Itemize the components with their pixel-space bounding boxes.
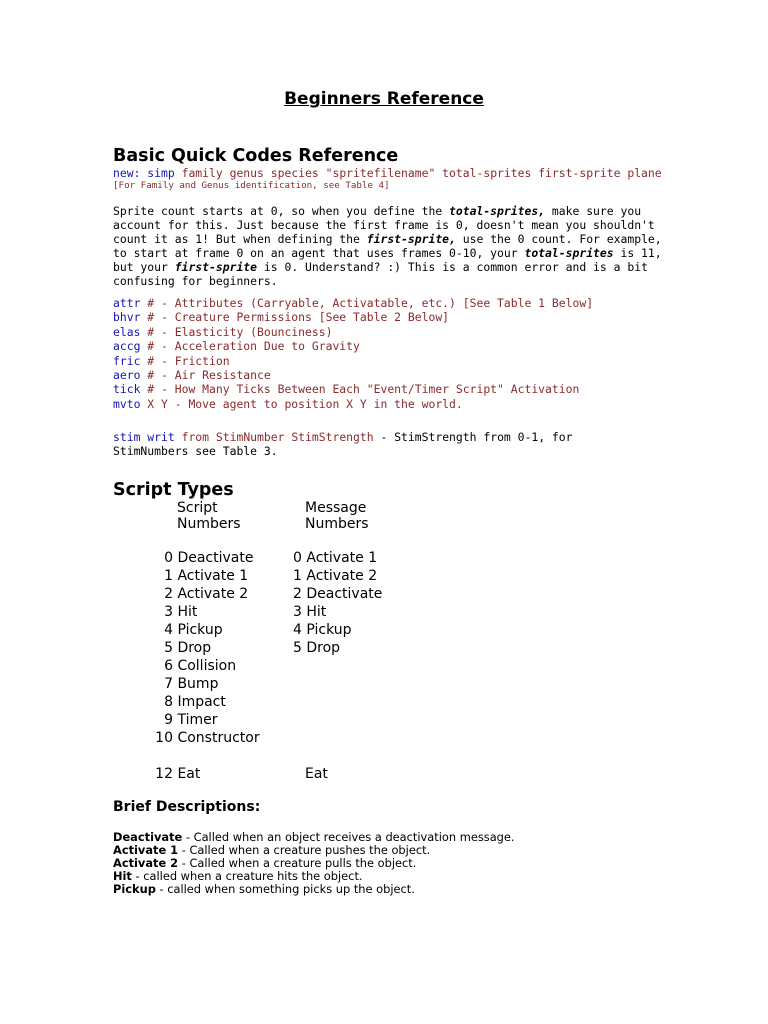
stim-desc-2: StimNumbers see Table 3. [113, 444, 278, 458]
script-number: 6 [164, 658, 173, 674]
term-total-sprites: total-sprites, [449, 204, 546, 218]
list-item [155, 549, 260, 567]
message-name: Hit [306, 604, 327, 620]
command-code: fric [113, 353, 141, 368]
script-number: 5 [164, 640, 173, 656]
command-row [113, 368, 593, 382]
list-item [155, 603, 260, 621]
message-number: 1 [293, 568, 302, 584]
paragraph-text: is 0. Understand? :) This is a common error and is a bit confusing for beginners. [113, 260, 648, 288]
paragraph-text: use the 0 count. For example, to start at frame 0 on an agent that uses frames 0-10, your [113, 232, 662, 260]
list-item [293, 567, 382, 585]
script-number: 4 [164, 622, 173, 638]
paragraph-text: is 11, but your [113, 246, 662, 274]
command-row [113, 354, 593, 368]
command-row [113, 382, 593, 396]
brief-descriptions-heading: Brief Descriptions: [113, 799, 261, 815]
script-number: 0 [164, 550, 173, 566]
command-row [113, 325, 593, 339]
command-code: accg [113, 339, 141, 354]
command-desc: # - Air Resistance [140, 367, 271, 382]
section-heading-script-types: Script Types [113, 480, 234, 500]
script-number: 7 [164, 676, 173, 692]
list-item [155, 567, 260, 585]
stim-keyword: stim writ [113, 430, 175, 444]
description-term: Activate 1 [113, 843, 179, 857]
script-number: 8 [164, 694, 173, 710]
list-item [155, 729, 260, 747]
message-name: Activate 2 [306, 568, 378, 584]
command-row [113, 296, 593, 310]
description-text: - Called when an object receives a deactivation message. [182, 830, 515, 844]
term-first-sprite: first-sprite [174, 260, 258, 274]
command-code: attr [113, 296, 141, 310]
list-item [155, 693, 260, 711]
list-item [155, 675, 260, 693]
description-item [113, 883, 515, 896]
script-number: 1 [164, 568, 173, 584]
list-item [293, 639, 382, 657]
script-numbers-list [155, 549, 260, 783]
list-item [155, 711, 260, 729]
syntax-keyword: new: simp [113, 166, 175, 180]
command-desc: # - How Many Ticks Between Each "Event/Timer Script" Activation [140, 382, 580, 397]
script-number: 12 [155, 766, 173, 782]
script-number: 10 [155, 730, 173, 746]
message-number: 2 [293, 586, 302, 602]
column-header-line: Script [177, 500, 218, 516]
command-list [113, 296, 593, 411]
list-item [293, 585, 382, 603]
stim-desc: - StimStrength from 0-1, for [373, 430, 573, 444]
brief-descriptions-list [113, 831, 515, 896]
command-desc: # - Creature Permissions [See Table 2 Below] [140, 310, 450, 325]
description-text: - called when a creature hits the object. [131, 869, 363, 883]
message-number: 0 [293, 550, 302, 566]
script-name: Pickup [177, 622, 223, 638]
spacer [155, 747, 260, 765]
term-total-sprites: total-sprites [524, 246, 614, 260]
list-item [155, 765, 260, 783]
syntax-args: family genus species "spritefilename" total-sprites first-sprite plane [174, 166, 662, 180]
message-number: 3 [293, 604, 302, 620]
description-term: Deactivate [113, 830, 183, 844]
list-item [155, 585, 260, 603]
syntax-note: [For Family and Genus identification, see Table 4] [113, 180, 390, 191]
message-name: Pickup [306, 622, 352, 638]
command-desc: # - Acceleration Due to Gravity [140, 339, 360, 354]
term-first-sprite: first-sprite, [366, 232, 456, 246]
script-name: Bump [177, 676, 219, 692]
message-name: Deactivate [306, 586, 383, 602]
script-name: Collision [177, 658, 237, 674]
message-eat: Eat [305, 766, 328, 782]
description-text: - Called when a creature pushes the object. [178, 843, 431, 857]
paragraph-text: Sprite count starts at 0, so when you define the [113, 204, 450, 218]
sprite-count-paragraph [113, 204, 673, 288]
script-number: 9 [164, 712, 173, 728]
list-item [293, 549, 382, 567]
command-code: bhvr [113, 310, 141, 325]
message-name: Drop [306, 640, 341, 656]
list-item [293, 621, 382, 639]
list-item [293, 603, 382, 621]
description-term: Activate 2 [113, 856, 179, 870]
command-desc: # - Elasticity (Bounciness) [140, 324, 333, 339]
command-desc: X Y - Move agent to position X Y in the world. [140, 396, 463, 411]
syntax-line [113, 166, 662, 180]
message-name: Activate 1 [306, 550, 378, 566]
column-header-line: Message [305, 500, 367, 516]
script-name: Activate 2 [177, 586, 249, 602]
description-term: Pickup [113, 882, 156, 896]
section-heading-quick-codes: Basic Quick Codes Reference [113, 146, 399, 166]
script-name: Hit [177, 604, 198, 620]
description-text: - Called when a creature pulls the object. [178, 856, 417, 870]
script-name: Drop [177, 640, 212, 656]
script-name: Timer [177, 712, 218, 728]
column-header-line: Numbers [305, 516, 369, 532]
command-code: mvto [113, 396, 141, 411]
script-number: 2 [164, 586, 173, 602]
stim-command [113, 430, 573, 458]
message-numbers-header [305, 500, 369, 532]
description-term: Hit [113, 869, 132, 883]
command-row [113, 397, 593, 411]
command-code: elas [113, 324, 141, 339]
message-number: 5 [293, 640, 302, 656]
list-item [155, 639, 260, 657]
script-name: Constructor [177, 730, 260, 746]
message-numbers-list [293, 549, 382, 657]
paragraph-text: make sure you account for this. Just because the first frame is 0, doesn't mean you shouldn't count it as 1! But when defining the [113, 204, 655, 246]
description-text: - called when something picks up the object. [155, 882, 415, 896]
command-code: tick [113, 382, 141, 397]
script-name: Activate 1 [177, 568, 249, 584]
list-item [155, 657, 260, 675]
command-desc: # - Attributes (Carryable, Activatable, etc.) [See Table 1 Below] [140, 296, 594, 310]
stim-from-keyword: from [181, 430, 210, 444]
script-name: Eat [177, 766, 201, 782]
page-title: Beginners Reference [284, 89, 484, 109]
message-number: 4 [293, 622, 302, 638]
script-name: Impact [177, 694, 226, 710]
list-item [155, 621, 260, 639]
script-numbers-header [177, 500, 241, 532]
command-row [113, 310, 593, 324]
script-name: Deactivate [177, 550, 254, 566]
command-code: aero [113, 367, 141, 382]
command-row [113, 339, 593, 353]
column-header-line: Numbers [177, 516, 241, 532]
script-number: 3 [164, 604, 173, 620]
stim-args: StimNumber StimStrength [209, 430, 374, 444]
command-desc: # - Friction [140, 353, 230, 368]
